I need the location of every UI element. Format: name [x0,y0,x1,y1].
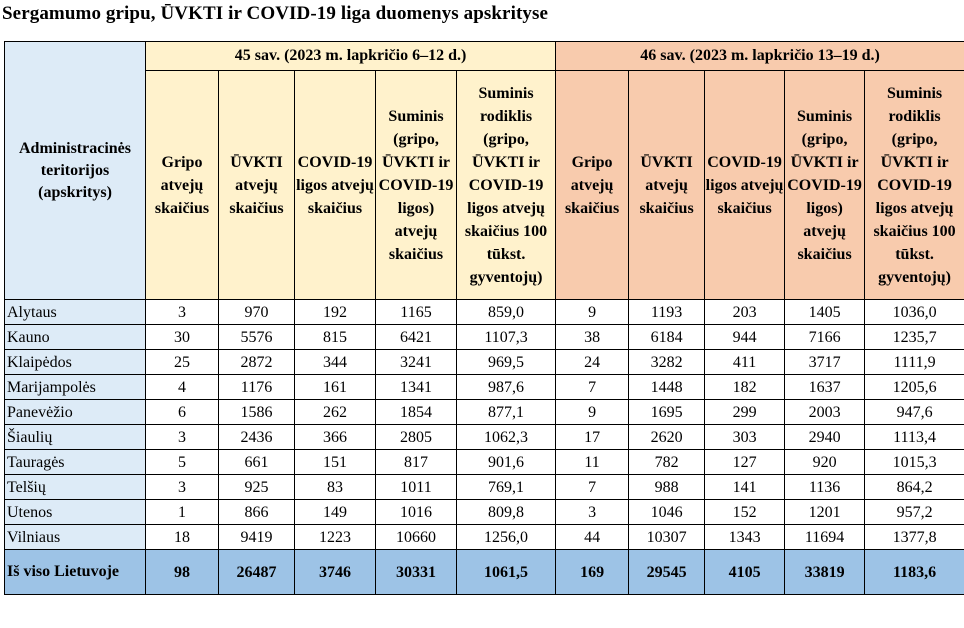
table-cell: 815 [295,325,376,350]
w45-col-covid: COVID-19 ligos atvejų skaičius [295,71,376,300]
table-cell: 1113,4 [865,425,964,450]
table-cell: 1205,6 [865,375,964,400]
table-cell: 987,6 [457,375,556,400]
table-row [5,500,964,525]
table-cell: 1235,7 [865,325,964,350]
table-cell: 6 [146,400,219,425]
table-cell: 3 [146,425,219,450]
table-cell: 3717 [785,350,865,375]
table-cell: 344 [295,350,376,375]
table-cell: 1015,3 [865,450,964,475]
table-cell: 9419 [219,525,295,550]
region-name: Šiaulių [5,425,146,450]
region-column-header: Administracinės teritorijos (apskritys) [5,42,146,300]
table-cell: 182 [705,375,785,400]
week46-header: 46 sav. (2023 m. lapkričio 13–19 d.) [556,42,964,71]
table-cell: 25 [146,350,219,375]
region-name: Telšių [5,475,146,500]
total-cell: 33819 [785,550,865,595]
table-cell: 969,5 [457,350,556,375]
table-cell: 782 [629,450,705,475]
w45-col-sum: Suminis (gripo, ŪVKTI ir COVID-19 ligos) atvejų skaičius [376,71,457,300]
region-name: Utenos [5,500,146,525]
table-cell: 864,2 [865,475,964,500]
total-cell: 1183,6 [865,550,964,595]
table-cell: 2805 [376,425,457,450]
table-cell: 970 [219,300,295,325]
table-cell: 203 [705,300,785,325]
table-cell: 127 [705,450,785,475]
table-cell: 877,1 [457,400,556,425]
table-cell: 1343 [705,525,785,550]
w46-col-sum: Suminis (gripo, ŪVKTI ir COVID-19 ligos) atvejų skaičius [785,71,865,300]
table-cell: 7166 [785,325,865,350]
morbidity-table [4,41,964,595]
table-cell: 1062,3 [457,425,556,450]
table-cell: 262 [295,400,376,425]
total-cell: 98 [146,550,219,595]
table-cell: 18 [146,525,219,550]
total-cell: 3746 [295,550,376,595]
table-cell: 5576 [219,325,295,350]
table-cell: 2940 [785,425,865,450]
table-cell: 83 [295,475,376,500]
total-row [5,550,964,595]
table-cell: 6421 [376,325,457,350]
total-cell: 4105 [705,550,785,595]
table-cell: 44 [556,525,629,550]
table-cell: 1 [146,500,219,525]
table-cell: 925 [219,475,295,500]
w45-col-ari: ŪVKTI atvejų skaičius [219,71,295,300]
table-cell: 411 [705,350,785,375]
table-cell: 1193 [629,300,705,325]
total-cell: 169 [556,550,629,595]
table-cell: 192 [295,300,376,325]
table-cell: 161 [295,375,376,400]
table-cell: 6184 [629,325,705,350]
table-row [5,300,964,325]
table-cell: 817 [376,450,457,475]
table-cell: 1637 [785,375,865,400]
table-cell: 661 [219,450,295,475]
w46-col-rate: Suminis rodiklis (gripo, ŪVKTI ir COVID-19 ligos atvejų skaičius 100 tūkst. gyventojų) [865,71,964,300]
region-name: Marijampolės [5,375,146,400]
table-cell: 1448 [629,375,705,400]
region-name: Klaipėdos [5,350,146,375]
table-cell: 1586 [219,400,295,425]
w45-col-flu: Gripo atvejų skaičius [146,71,219,300]
table-cell: 1016 [376,500,457,525]
table-cell: 1011 [376,475,457,500]
w46-col-ari: ŪVKTI atvejų skaičius [629,71,705,300]
table-cell: 920 [785,450,865,475]
table-cell: 10660 [376,525,457,550]
table-cell: 141 [705,475,785,500]
table-cell: 11 [556,450,629,475]
total-cell: 30331 [376,550,457,595]
table-cell: 366 [295,425,376,450]
table-cell: 1136 [785,475,865,500]
region-name: Kauno [5,325,146,350]
region-name: Tauragės [5,450,146,475]
table-cell: 7 [556,375,629,400]
table-cell: 9 [556,400,629,425]
table-cell: 3241 [376,350,457,375]
table-cell: 1201 [785,500,865,525]
table-row [5,325,964,350]
table-cell: 1256,0 [457,525,556,550]
region-name: Alytaus [5,300,146,325]
table-cell: 988 [629,475,705,500]
table-row [5,375,964,400]
table-row [5,425,964,450]
table-row [5,400,964,425]
table-cell: 303 [705,425,785,450]
table-cell: 901,6 [457,450,556,475]
table-cell: 859,0 [457,300,556,325]
table-cell: 769,1 [457,475,556,500]
table-cell: 1165 [376,300,457,325]
table-cell: 24 [556,350,629,375]
table-row [5,350,964,375]
table-cell: 2872 [219,350,295,375]
table-cell: 5 [146,450,219,475]
table-cell: 30 [146,325,219,350]
table-cell: 1854 [376,400,457,425]
week45-header: 45 sav. (2023 m. lapkričio 6–12 d.) [146,42,556,71]
total-cell: 29545 [629,550,705,595]
table-cell: 1107,3 [457,325,556,350]
page-title: Sergamumo gripu, ŪVKTI ir COVID-19 liga duomenys apskrityse [2,3,549,24]
table-cell: 866 [219,500,295,525]
total-cell: 1061,5 [457,550,556,595]
table-cell: 2620 [629,425,705,450]
table-cell: 7 [556,475,629,500]
w45-col-rate: Suminis rodiklis (gripo, ŪVKTI ir COVID-19 ligos atvejų skaičius 100 tūkst. gyventojų) [457,71,556,300]
table-cell: 9 [556,300,629,325]
total-label: Iš viso Lietuvoje [5,550,146,595]
table-cell: 2003 [785,400,865,425]
region-name: Vilniaus [5,525,146,550]
table-cell: 152 [705,500,785,525]
table-cell: 149 [295,500,376,525]
table-cell: 809,8 [457,500,556,525]
total-cell: 26487 [219,550,295,595]
table-cell: 17 [556,425,629,450]
region-name: Panevėžio [5,400,146,425]
table-cell: 1046 [629,500,705,525]
table-cell: 10307 [629,525,705,550]
table-cell: 1695 [629,400,705,425]
table-cell: 944 [705,325,785,350]
table-cell: 2436 [219,425,295,450]
table-cell: 1405 [785,300,865,325]
table-cell: 151 [295,450,376,475]
table-cell: 4 [146,375,219,400]
table-cell: 957,2 [865,500,964,525]
w46-col-covid: COVID-19 ligos atvejų skaičius [705,71,785,300]
table-cell: 38 [556,325,629,350]
table-cell: 1223 [295,525,376,550]
table-cell: 1111,9 [865,350,964,375]
table-cell: 299 [705,400,785,425]
table-cell: 1176 [219,375,295,400]
table-cell: 3282 [629,350,705,375]
table-row [5,525,964,550]
table-cell: 1036,0 [865,300,964,325]
table-cell: 947,6 [865,400,964,425]
table-cell: 3 [146,475,219,500]
table-cell: 1377,8 [865,525,964,550]
table-cell: 3 [146,300,219,325]
table-cell: 11694 [785,525,865,550]
table-cell: 1341 [376,375,457,400]
table-row [5,475,964,500]
table-row [5,450,964,475]
w46-col-flu: Gripo atvejų skaičius [556,71,629,300]
table-cell: 3 [556,500,629,525]
